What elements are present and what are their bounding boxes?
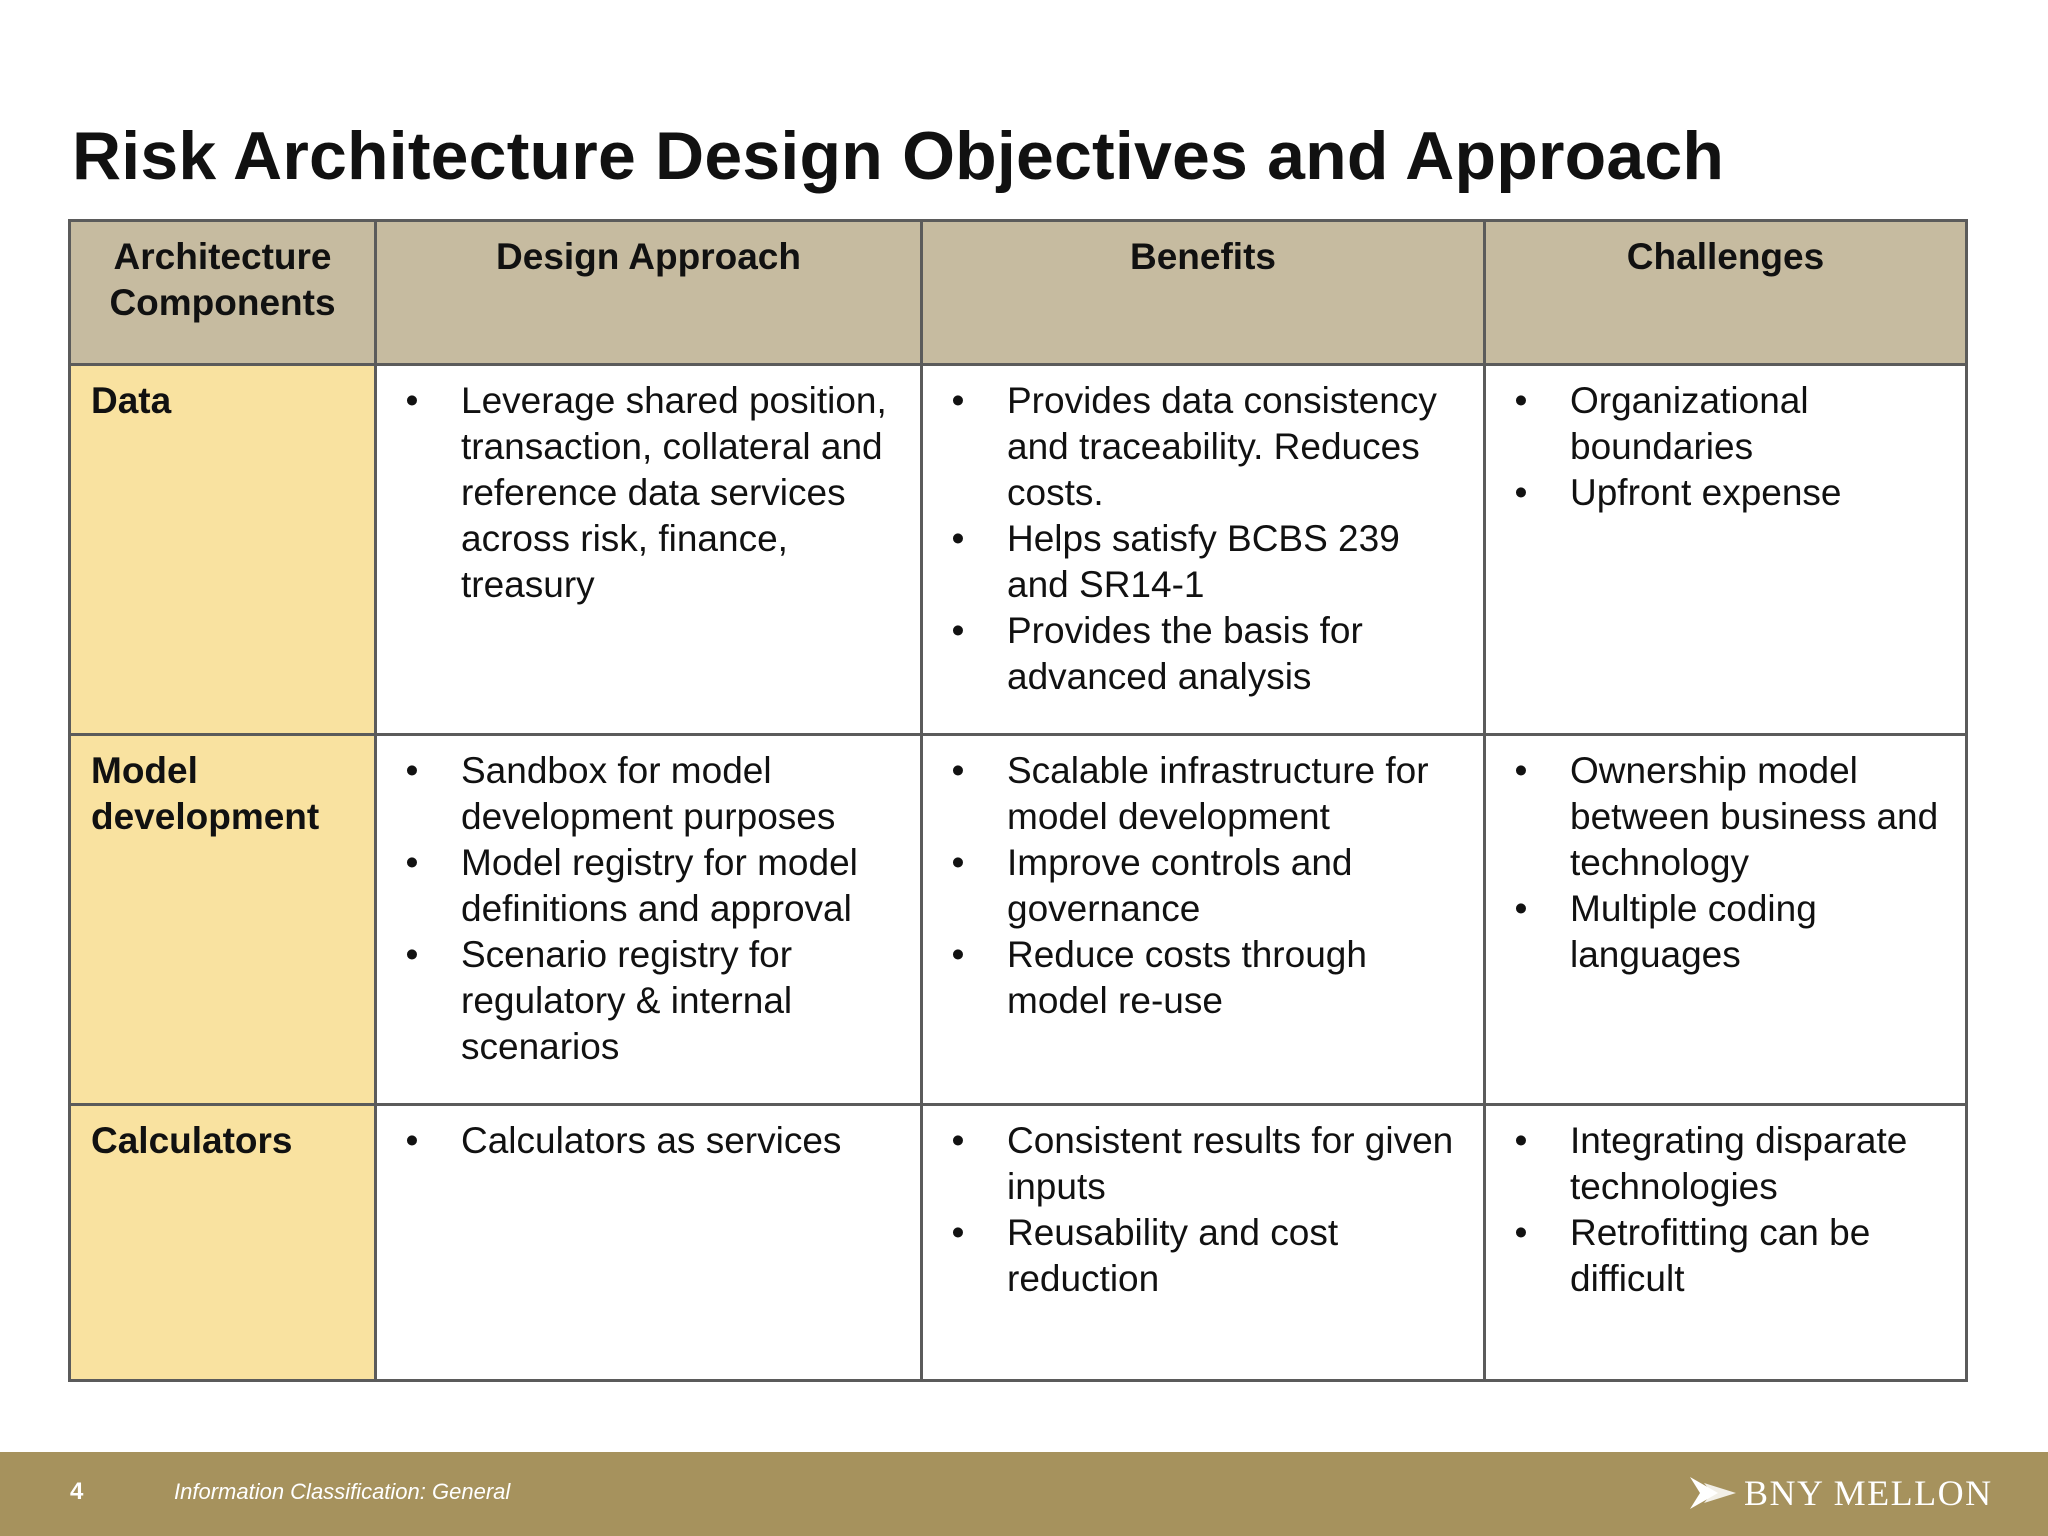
bullet-icon: • [1514,888,1528,929]
bullet-item [397,748,900,840]
information-classification: Information Classification: General [174,1479,511,1504]
bullet-icon: • [405,380,419,421]
bullet-item [943,608,1463,700]
bullet-item [1506,470,1945,516]
bullet-text: Scalable infrastructure for model development [1007,750,1429,837]
bullet-text: Multiple coding languages [1570,888,1817,975]
bullet-item [1506,378,1945,470]
column-header-design-approach: Design Approach [376,221,922,365]
bullet-item [397,840,900,932]
row-header-calculators: Calculators [70,1105,376,1381]
bullet-icon: • [951,380,965,421]
bullet-item [397,1118,900,1164]
bullet-icon: • [951,934,965,975]
bullet-item [397,932,900,1070]
bullet-list [943,378,1463,700]
bullet-text: Retrofitting can be difficult [1570,1212,1871,1299]
page-number: 4 [70,1478,84,1505]
bullet-list [397,378,900,608]
bullet-list [397,1118,900,1164]
architecture-table [68,219,1968,1382]
bullet-item [943,932,1463,1024]
table-row [70,365,1967,735]
table-row [70,735,1967,1105]
bullet-icon: • [1514,1120,1528,1161]
bullet-item [1506,1210,1945,1302]
challenges-cell [1485,365,1967,735]
bullet-text: Calculators as services [461,1120,842,1161]
bullet-icon: • [405,842,419,883]
column-header-benefits: Benefits [922,221,1485,365]
slide-title: Risk Architecture Design Objectives and Approach [72,118,1725,194]
bullet-item [943,378,1463,516]
bullet-item [943,1210,1463,1302]
bullet-text: Ownership model between business and technology [1570,750,1939,883]
design-approach-cell [376,735,922,1105]
bullet-icon: • [405,750,419,791]
bullet-text: Provides the basis for advanced analysis [1007,610,1363,697]
column-header-components: Architecture Components [70,221,376,365]
bullet-item [1506,748,1945,886]
bullet-item [943,748,1463,840]
column-header-challenges: Challenges [1485,221,1967,365]
brand-logo [1688,1470,1993,1516]
bullet-icon: • [951,750,965,791]
bullet-list [397,748,900,1070]
bullet-icon: • [1514,380,1528,421]
bullet-icon: • [951,610,965,651]
bny-arrow-logo-icon [1688,1473,1738,1513]
bullet-text: Leverage shared position, transaction, collateral and reference data services across risk, finance, treasury [461,380,887,605]
bullet-text: Reduce costs through model re-use [1007,934,1367,1021]
bullet-item [1506,1118,1945,1210]
bullet-list [1506,748,1945,978]
row-header-model-development: Model development [70,735,376,1105]
bullet-item [943,1118,1463,1210]
challenges-cell [1485,1105,1967,1381]
bullet-icon: • [951,1212,965,1253]
bullet-icon: • [405,934,419,975]
bullet-icon: • [405,1120,419,1161]
bullet-icon: • [1514,472,1528,513]
footer-bar [0,1452,2048,1536]
bullet-text: Reusability and cost reduction [1007,1212,1339,1299]
brand-logo-text: BNY MELLON [1744,1473,1993,1513]
bullet-item [943,840,1463,932]
bullet-text: Provides data consistency and traceability. Reduces costs. [1007,380,1437,513]
bullet-item [943,516,1463,608]
bullet-icon: • [1514,1212,1528,1253]
bullet-text: Sandbox for model development purposes [461,750,836,837]
table-row [70,1105,1967,1381]
bullet-list [943,1118,1463,1302]
challenges-cell [1485,735,1967,1105]
bullet-icon: • [951,842,965,883]
bullet-text: Scenario registry for regulatory & internal scenarios [461,934,793,1067]
bullet-text: Improve controls and governance [1007,842,1353,929]
bullet-text: Integrating disparate technologies [1570,1120,1908,1207]
bullet-list [1506,378,1945,516]
bullet-text: Model registry for model definitions and approval [461,842,858,929]
bullet-text: Helps satisfy BCBS 239 and SR14-1 [1007,518,1400,605]
bullet-icon: • [951,1120,965,1161]
design-approach-cell [376,365,922,735]
table-header-row [70,221,1967,365]
bullet-item [1506,886,1945,978]
row-header-data: Data [70,365,376,735]
benefits-cell [922,365,1485,735]
bullet-item [397,378,900,608]
benefits-cell [922,1105,1485,1381]
bullet-text: Upfront expense [1570,472,1842,513]
bullet-text: Organizational boundaries [1570,380,1809,467]
benefits-cell [922,735,1485,1105]
bullet-list [943,748,1463,1024]
bullet-icon: • [1514,750,1528,791]
bullet-list [1506,1118,1945,1302]
design-approach-cell [376,1105,922,1381]
bullet-icon: • [951,518,965,559]
bullet-text: Consistent results for given inputs [1007,1120,1454,1207]
